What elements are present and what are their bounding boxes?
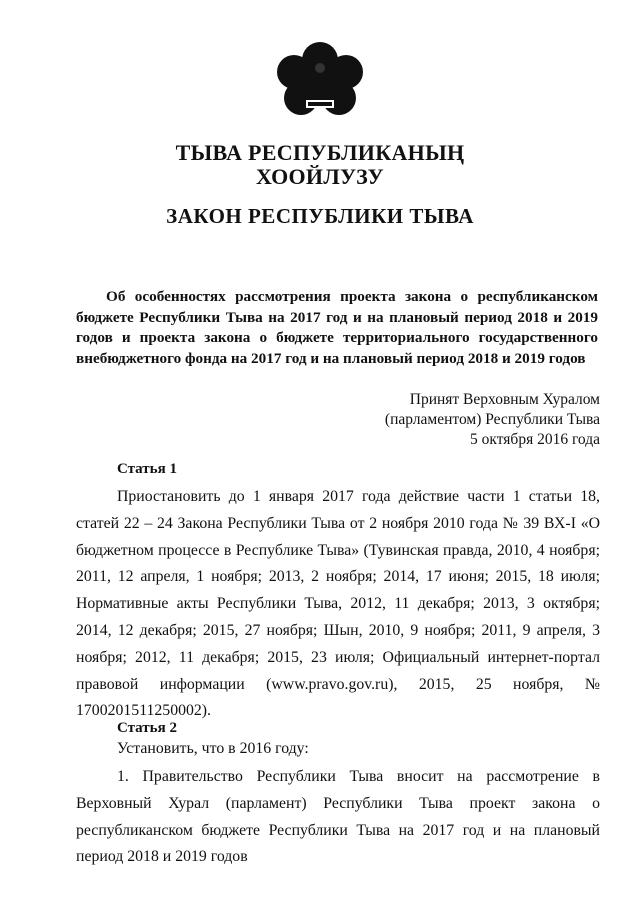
article-2-intro: Установить, что в 2016 году: <box>117 740 309 757</box>
adoption-note <box>385 390 600 450</box>
article-2-item-1: 1. Правительство Республики Тыва вносит на рассмотрение в Верховный Хурал (парламент) Республики Тыва проект закона о республиканском бюджете Республики Тыва на 2017 год и на плановый период 2018 и 2019 годов <box>76 768 600 866</box>
adoption-line-1: Принят Верховным Хуралом <box>409 391 600 408</box>
header-line-tyva-republic: ТЫВА РЕСПУБЛИКАНЫҢ <box>175 140 465 165</box>
article-2-heading: Статья 2 <box>117 720 177 736</box>
coat-of-arms-emblem-icon <box>274 40 366 122</box>
law-title: ЗАКОН РЕСПУБЛИКИ ТЫВА <box>166 204 474 228</box>
article-1-text: Приостановить до 1 января 2017 года действие части 1 статьи 18, статей 22 – 24 Закона Республики Тыва от 2 ноября 2010 года № 39 ВХ-I «О бюджетном процессе в Республике Тыва» (Тувинская правда, 2010, 4 ноября; 2011, 12 апреля, 1 ноября; 2013, 2 ноября; 2014, 17 июня; 2015, 18 июля; Нормативные акты Республики Тыва, 2012, 11 декабря; 2013, 3 октября; 2014, 12 декабря; 2015, 27 ноября; Шын, 2010, 9 ноября; 2011, 9 апреля, 3 ноября; 2012, 11 декабря; 2015, 23 июля; Официальный интернет-портал правовой информации (www.pravo.gov.ru), 2015, 25 ноября, № 1700201511250002). <box>76 488 600 720</box>
adoption-date: 5 октября 2016 года <box>470 431 600 448</box>
header-line-law: ХООЙЛУЗУ <box>256 164 384 189</box>
law-subject: Об особенностях рассмотрения проекта закона о республиканском бюджете Республики Тыва на 2017 год и на плановый период 2018 и 2019 годов и проекта закона о бюджете территориального государственного внебюджетного фонда на 2017 год и на плановый период 2018 и 2019 годов <box>76 288 598 367</box>
adoption-line-2: (парламентом) Республики Тыва <box>384 411 600 428</box>
article-1-heading: Статья 1 <box>117 461 177 477</box>
